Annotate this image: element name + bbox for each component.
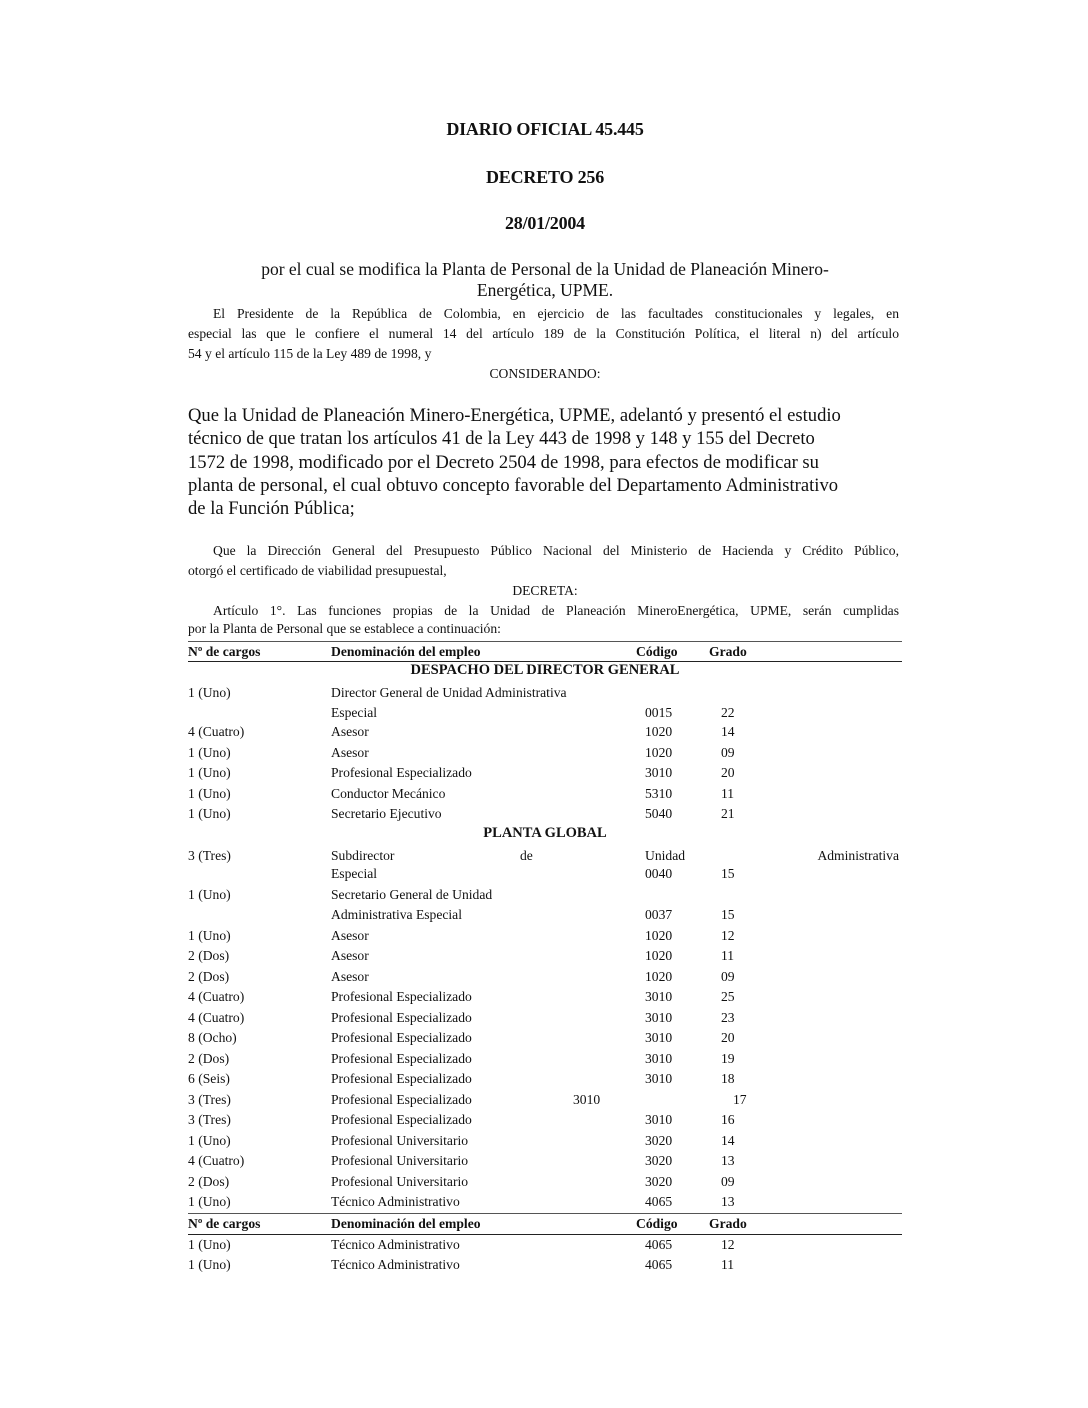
cell-name: Profesional Especializado (331, 1092, 472, 1107)
cell-grade: 09 (721, 745, 735, 760)
cell-name: Profesional Universitario (331, 1133, 469, 1148)
cell-grade: 18 (721, 1071, 735, 1086)
cell-count: 6 (Seis) (188, 1071, 230, 1086)
cell-name: Técnico Administrativo (331, 1194, 460, 1209)
table-row (188, 946, 902, 966)
cell-grade: 11 (721, 1257, 735, 1272)
table-row (188, 722, 902, 742)
cell-code: 3020 (645, 1153, 673, 1168)
header-name: Denominación del empleo (331, 1216, 481, 1231)
table-row (188, 1028, 902, 1048)
cell-name: Técnico Administrativo (331, 1237, 460, 1252)
table-row (188, 905, 902, 925)
table-row (188, 1069, 902, 1089)
cell-count: 2 (Dos) (188, 969, 230, 984)
article-line: Artículo 1°. Las funciones propias de la Unidad de Planeación MineroEnergética, UPME, serán cumplidas (213, 603, 899, 618)
table-row (188, 1151, 902, 1171)
table-row-offset (188, 1090, 902, 1110)
table-row (188, 987, 902, 1007)
cell-grade: 09 (721, 1174, 735, 1189)
cell-name: Asesor (331, 948, 369, 963)
considering-line: Que la Unidad de Planeación Minero-Energética, UPME, adelantó y presentó el estudio (188, 405, 841, 426)
considering-line: Que la Dirección General del Presupuesto Público Nacional del Ministerio de Hacienda y Crédito Público, (213, 543, 899, 558)
cell-name-word: Subdirector (331, 848, 395, 863)
cell-grade: 12 (721, 1237, 735, 1252)
table-row (188, 1110, 902, 1130)
considering-line: técnico de que tratan los artículos 41 de la Ley 443 de 1998 y 148 y 155 del Decreto (188, 428, 815, 450)
cell-name: Director General de Unidad Administrativa (331, 685, 567, 700)
cell-grade: 23 (721, 1010, 735, 1025)
decree-date: 28/01/2004 (504, 213, 585, 233)
cell-count: 1 (Uno) (188, 745, 231, 760)
cell-code: 3010 (645, 1051, 673, 1066)
header-code: Código (636, 1216, 678, 1231)
cell-code: 3020 (645, 1133, 673, 1148)
cell-count: 4 (Cuatro) (188, 989, 245, 1004)
cell-code: 0015 (645, 705, 673, 720)
cell-code: 1020 (645, 745, 673, 760)
cell-name: Profesional Especializado (331, 1051, 472, 1066)
cell-grade: 14 (721, 724, 735, 739)
article-line: por la Planta de Personal que se establece a continuación: (188, 621, 501, 636)
gazette-title: DIARIO OFICIAL 45.445 (446, 119, 644, 139)
cell-code: 1020 (645, 969, 673, 984)
header-count: Nº de cargos (188, 644, 261, 659)
cell-count: 1 (Uno) (188, 806, 231, 821)
table-row (188, 1131, 902, 1151)
cell-grade: 11 (721, 786, 735, 801)
cell-code: 5040 (645, 806, 673, 821)
cell-count: 2 (Dos) (188, 948, 230, 963)
cell-name-word: de (520, 848, 533, 863)
table-row (188, 885, 902, 905)
header-grade: Grado (709, 644, 747, 659)
cell-code: 4065 (645, 1194, 673, 1209)
cell-name: Profesional Especializado (331, 1112, 472, 1127)
table-row (188, 1192, 902, 1212)
cell-count: 8 (Ocho) (188, 1030, 237, 1045)
cell-count: 4 (Cuatro) (188, 1153, 245, 1168)
cell-grade: 15 (721, 907, 735, 922)
table-row (188, 1255, 902, 1275)
cell-count: 1 (Uno) (188, 928, 231, 943)
table-row (188, 804, 902, 824)
cell-code: 3010 (645, 765, 673, 780)
cell-code: 3010 (573, 1092, 601, 1107)
cell-grade: 09 (721, 969, 735, 984)
cell-grade: 15 (721, 866, 735, 881)
cell-name: Asesor (331, 745, 369, 760)
table-row (188, 784, 902, 804)
cell-grade: 19 (721, 1051, 735, 1066)
cell-name: Especial (331, 705, 378, 720)
cell-name: Asesor (331, 969, 369, 984)
table-row-justified (188, 846, 902, 866)
cell-code: 1020 (645, 928, 673, 943)
cell-name-word: Unidad (645, 848, 686, 863)
cell-code: 5310 (645, 786, 673, 801)
cell-grade: 17 (733, 1092, 747, 1107)
preamble-line: especial las que le confiere el numeral 14 del artículo 189 de la Constitución Política, el literal n) del artículo (188, 326, 899, 341)
decree-subtitle-line-2: Energética, UPME. (476, 280, 614, 300)
header-count: Nº de cargos (188, 1216, 261, 1231)
table-row (188, 967, 902, 987)
cell-name: Profesional Especializado (331, 989, 472, 1004)
cell-count: 2 (Dos) (188, 1174, 230, 1189)
cell-name: Asesor (331, 724, 369, 739)
table-header-row-repeat (188, 1214, 902, 1234)
cell-grade: 20 (721, 1030, 735, 1045)
header-name: Denominación del empleo (331, 644, 481, 659)
cell-name-word: Administrativa (817, 848, 899, 863)
cell-code: 3010 (645, 989, 673, 1004)
cell-code: 3010 (645, 1010, 673, 1025)
cell-code: 3010 (645, 1112, 673, 1127)
cell-grade: 20 (721, 765, 735, 780)
table-header-row (188, 642, 902, 662)
table-row (188, 926, 902, 946)
cell-code: 4065 (645, 1257, 673, 1272)
table-row (188, 703, 902, 723)
cell-name: Profesional Especializado (331, 1071, 472, 1086)
considering-line: de la Función Pública; (188, 498, 355, 520)
cell-name: Secretario General de Unidad (331, 887, 493, 902)
cell-code: 1020 (645, 948, 673, 963)
cell-count: 3 (Tres) (188, 1112, 231, 1127)
cell-name: Especial (331, 866, 378, 881)
cell-code: 3010 (645, 1071, 673, 1086)
considerando-heading: CONSIDERANDO: (489, 366, 601, 381)
cell-grade: 11 (721, 948, 735, 963)
cell-name: Profesional Universitario (331, 1153, 469, 1168)
cell-name: Técnico Administrativo (331, 1257, 460, 1272)
considering-line: 1572 de 1998, modificado por el Decreto 2504 de 1998, para efectos de modificar su (188, 451, 819, 473)
cell-count: 4 (Cuatro) (188, 1010, 245, 1025)
cell-grade: 12 (721, 928, 735, 943)
cell-name: Profesional Especializado (331, 765, 472, 780)
preamble-line: 54 y el artículo 115 de la Ley 489 de 1998, y (188, 346, 432, 361)
cell-grade: 22 (721, 705, 735, 720)
header-code: Código (636, 644, 678, 659)
cell-code: 4065 (645, 1237, 673, 1252)
cell-name: Profesional Universitario (331, 1174, 469, 1189)
cell-code: 3010 (645, 1030, 673, 1045)
considering-paragraph-1 (188, 404, 903, 520)
cell-count: 3 (Tres) (188, 848, 231, 863)
article-1-paragraph (188, 601, 899, 637)
cell-name: Conductor Mecánico (331, 786, 446, 801)
cell-count: 1 (Uno) (188, 685, 231, 700)
cell-count: 4 (Cuatro) (188, 724, 245, 739)
preamble-paragraph (188, 304, 899, 364)
considering-paragraph-2 (188, 541, 899, 581)
cell-grade: 13 (721, 1194, 735, 1209)
cell-code: 1020 (645, 724, 673, 739)
cell-name: Secretario Ejecutivo (331, 806, 442, 821)
cell-grade: 13 (721, 1153, 735, 1168)
decreta-heading: DECRETA: (512, 583, 578, 598)
cell-name: Profesional Especializado (331, 1010, 472, 1025)
cell-grade: 25 (721, 989, 735, 1004)
cell-name: Asesor (331, 928, 369, 943)
cell-count: 3 (Tres) (188, 1092, 231, 1107)
decree-subtitle-line-1: por el cual se modifica la Planta de Personal de la Unidad de Planeación Minero- (261, 259, 829, 279)
cell-grade: 14 (721, 1133, 735, 1148)
table-row (188, 1008, 902, 1028)
cell-grade: 16 (721, 1112, 735, 1127)
table-row (188, 763, 902, 783)
cell-code: 0040 (645, 866, 673, 881)
cell-count: 1 (Uno) (188, 786, 231, 801)
cell-count: 1 (Uno) (188, 1257, 231, 1272)
table-row (188, 864, 902, 884)
cell-count: 1 (Uno) (188, 1237, 231, 1252)
cell-code: 3020 (645, 1174, 673, 1189)
cell-count: 1 (Uno) (188, 1133, 231, 1148)
cell-count: 1 (Uno) (188, 765, 231, 780)
decree-title: DECRETO 256 (486, 167, 604, 187)
preamble-line: El Presidente de la República de Colombia, en ejercicio de las facultades constitucionales y legales, en (213, 306, 899, 321)
cell-grade: 21 (721, 806, 735, 821)
cell-code: 0037 (645, 907, 673, 922)
considering-line: planta de personal, el cual obtuvo concepto favorable del Departamento Administrativo (188, 474, 839, 496)
header-grade: Grado (709, 1216, 747, 1231)
cell-count: 2 (Dos) (188, 1051, 230, 1066)
cell-count: 1 (Uno) (188, 887, 231, 902)
table-row (188, 1235, 902, 1255)
table-row (188, 1049, 902, 1069)
considering-line: otorgó el certificado de viabilidad presupuestal, (188, 563, 447, 578)
section-title-planta-global: PLANTA GLOBAL (483, 825, 607, 841)
table-row (188, 743, 902, 763)
cell-count: 1 (Uno) (188, 1194, 231, 1209)
section-title-despacho: DESPACHO DEL DIRECTOR GENERAL (410, 662, 680, 678)
cell-name: Profesional Especializado (331, 1030, 472, 1045)
table-row (188, 683, 902, 703)
cell-name: Administrativa Especial (331, 907, 462, 922)
table-row (188, 1172, 902, 1192)
